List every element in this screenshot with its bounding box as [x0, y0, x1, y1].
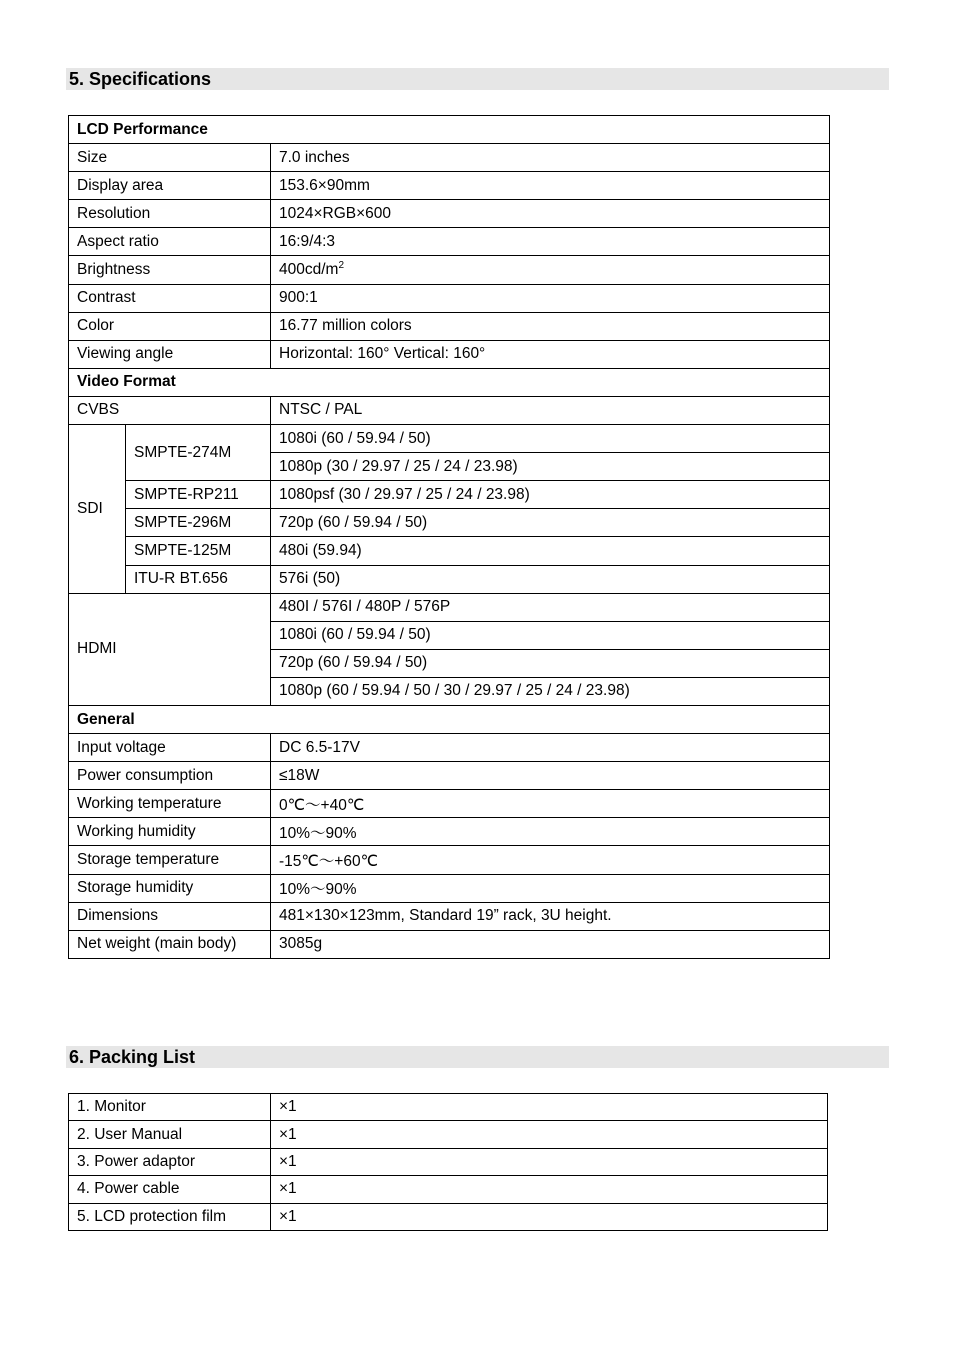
- sdi-row: [69, 565, 830, 593]
- spec-value: NTSC / PAL: [271, 396, 830, 424]
- spec-label: Display area: [69, 172, 271, 200]
- packing-item-name: 3. Power adaptor: [69, 1148, 271, 1175]
- section-heading: Video Format: [69, 368, 830, 396]
- packing-item-qty: ×1: [271, 1121, 828, 1148]
- sdi-format: 1080psf (30 / 29.97 / 25 / 24 / 23.98): [271, 481, 830, 509]
- spec-value: 0℃～+40℃: [271, 790, 830, 818]
- spec-row: [69, 172, 830, 200]
- sdi-format: 480i (59.94): [271, 537, 830, 565]
- spec-row: [69, 312, 830, 340]
- spec-label: Storage temperature: [69, 846, 271, 874]
- spec-label: Net weight (main body): [69, 930, 271, 958]
- spec-value-text: 16:9/4:3: [279, 232, 336, 250]
- packing-item-qty: ×1: [271, 1203, 828, 1230]
- spec-value: 481×130×123mm, Standard 19” rack, 3U height.: [271, 902, 830, 930]
- spec-value-text: 1024×RGB×600: [279, 204, 392, 222]
- packing-item-name: 5. LCD protection film: [69, 1203, 271, 1230]
- packing-item-row: [69, 1148, 828, 1175]
- specifications-heading: 5. Specifications: [66, 68, 889, 90]
- spec-value: [271, 312, 830, 340]
- packing-item-name: 1. Monitor: [69, 1094, 271, 1121]
- packing-item-qty: ×1: [271, 1148, 828, 1175]
- hdmi-label: HDMI: [69, 593, 271, 705]
- sdi-label: SDI: [69, 425, 126, 594]
- section-row: [69, 705, 830, 733]
- spec-row: [69, 902, 830, 930]
- sdi-format: 1080p (30 / 29.97 / 25 / 24 / 23.98): [271, 453, 830, 481]
- spec-row: [69, 930, 830, 958]
- spec-row: [69, 874, 830, 902]
- spec-value: [271, 172, 830, 200]
- spec-label: Power consumption: [69, 762, 271, 790]
- spec-label: CVBS: [69, 396, 271, 424]
- spec-value: 10%～90%: [271, 874, 830, 902]
- spec-row: [69, 734, 830, 762]
- sdi-row: [69, 537, 830, 565]
- spec-row: [69, 256, 830, 284]
- spec-value: [271, 228, 830, 256]
- hdmi-format: 720p (60 / 59.94 / 50): [271, 649, 830, 677]
- spec-value-text: 153.6×90mm: [279, 176, 370, 194]
- spec-value: [271, 340, 830, 368]
- spec-value: [271, 256, 830, 284]
- spec-value: -15℃～+60℃: [271, 846, 830, 874]
- packing-item-name: 2. User Manual: [69, 1121, 271, 1148]
- packing-item-row: [69, 1094, 828, 1121]
- spec-value: [271, 144, 830, 172]
- spec-row: [69, 762, 830, 790]
- packing-item-name: 4. Power cable: [69, 1176, 271, 1203]
- spec-label: Resolution: [69, 200, 271, 228]
- hdmi-format: 1080i (60 / 59.94 / 50): [271, 621, 830, 649]
- spec-label: Working temperature: [69, 790, 271, 818]
- hdmi-format: 480I / 576I / 480P / 576P: [271, 593, 830, 621]
- spec-row: [69, 818, 830, 846]
- spec-label: Contrast: [69, 284, 271, 312]
- sdi-row: [69, 425, 830, 453]
- spec-label: Brightness: [69, 256, 271, 284]
- spec-value: [271, 200, 830, 228]
- packing-list-table: [68, 1093, 828, 1231]
- spec-value-text: 16.77 million colors: [279, 317, 412, 335]
- spec-value: [271, 284, 830, 312]
- spec-label: Size: [69, 144, 271, 172]
- sdi-row: [69, 509, 830, 537]
- section-row: [69, 116, 830, 144]
- section-row: [69, 368, 830, 396]
- spec-value-text: 400cd/m: [279, 261, 339, 279]
- sdi-standard: SMPTE-274M: [126, 425, 271, 481]
- spec-row: [69, 284, 830, 312]
- spec-row: [69, 144, 830, 172]
- spec-label: Aspect ratio: [69, 228, 271, 256]
- sdi-format: 720p (60 / 59.94 / 50): [271, 509, 830, 537]
- spec-label: Color: [69, 312, 271, 340]
- spec-value-text: Horizontal: 160° Vertical: 160°: [279, 345, 486, 363]
- section-heading: General: [69, 705, 830, 733]
- packing-list-heading: 6. Packing List: [66, 1046, 889, 1068]
- specifications-table: [68, 115, 830, 959]
- spec-value-text: 7.0 inches: [279, 148, 350, 166]
- spec-value: ≤18W: [271, 762, 830, 790]
- packing-item-qty: ×1: [271, 1176, 828, 1203]
- superscript: 2: [338, 260, 345, 272]
- spec-label: Viewing angle: [69, 340, 271, 368]
- sdi-standard: SMPTE-RP211: [126, 481, 271, 509]
- spec-label: Dimensions: [69, 902, 271, 930]
- packing-item-row: [69, 1176, 828, 1203]
- sdi-standard: SMPTE-296M: [126, 509, 271, 537]
- packing-item-qty: ×1: [271, 1094, 828, 1121]
- packing-item-row: [69, 1203, 828, 1230]
- spec-value: 3085g: [271, 930, 830, 958]
- section-heading: LCD Performance: [69, 116, 830, 144]
- hdmi-row: [69, 593, 830, 621]
- sdi-format: 576i (50): [271, 565, 830, 593]
- spec-value: 10%～90%: [271, 818, 830, 846]
- spec-row: [69, 200, 830, 228]
- spec-label: Working humidity: [69, 818, 271, 846]
- packing-item-row: [69, 1121, 828, 1148]
- spec-value: DC 6.5-17V: [271, 734, 830, 762]
- spec-value-text: 900:1: [279, 289, 318, 307]
- spec-label: Input voltage: [69, 734, 271, 762]
- spec-row: [69, 396, 830, 424]
- spec-row: [69, 846, 830, 874]
- sdi-standard: ITU-R BT.656: [126, 565, 271, 593]
- hdmi-format: 1080p (60 / 59.94 / 50 / 30 / 29.97 / 25 / 24 / 23.98): [271, 677, 830, 705]
- spec-label: Storage humidity: [69, 874, 271, 902]
- spec-row: [69, 228, 830, 256]
- sdi-row: [69, 481, 830, 509]
- spec-row: [69, 790, 830, 818]
- sdi-standard: SMPTE-125M: [126, 537, 271, 565]
- sdi-format: 1080i (60 / 59.94 / 50): [271, 425, 830, 453]
- spec-row: [69, 340, 830, 368]
